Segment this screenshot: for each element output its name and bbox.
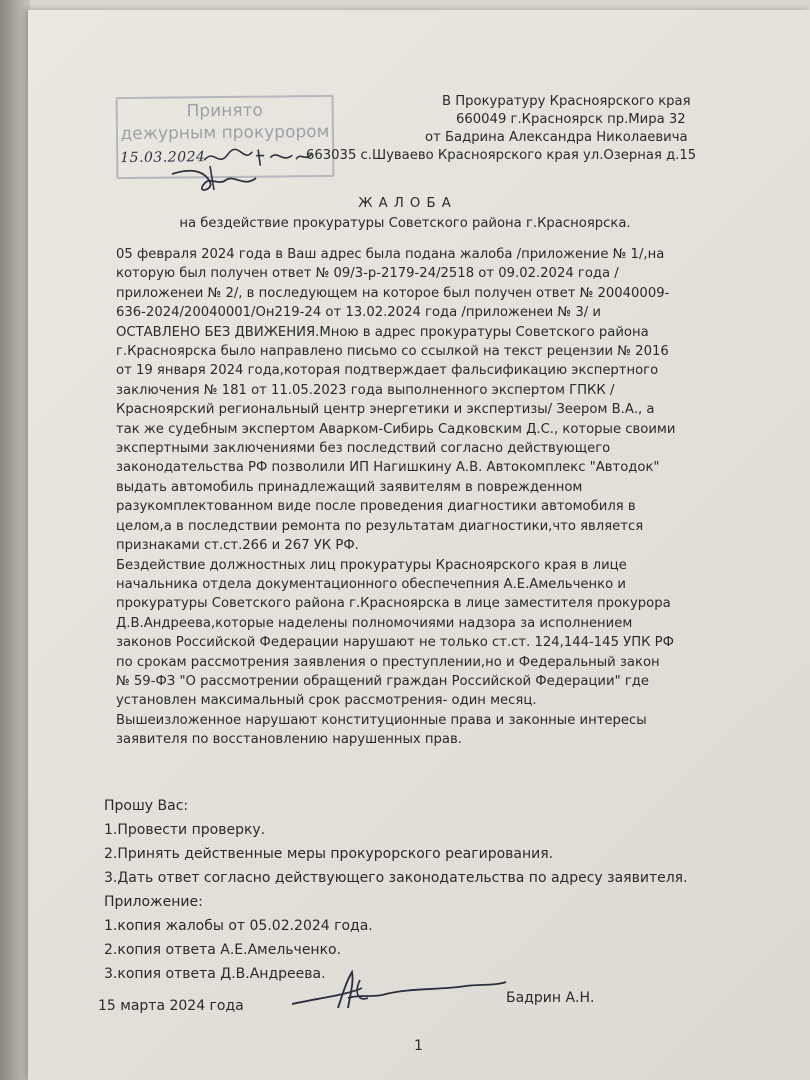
stamp-signature-icon [170,160,270,200]
requests-heading: Прошу Вас: [104,798,189,814]
requests-list [104,794,688,986]
list-item: 3.Дать ответ согласно действующего законодательства по адресу заявителя. [104,870,688,886]
sender: от Бадрина Александра Николаевича [425,130,688,145]
signature-icon [290,968,510,1018]
stamp-date: 15.03.2024 [120,149,206,167]
page-shadow [0,0,30,1080]
complaint-body [116,245,676,750]
signer-name: Бадрин А.Н. [506,990,595,1006]
stamp-line-1: Принято [186,100,263,122]
sender-address: 663035 с.Шуваево Красноярского края ул.Озерная д.15 [306,148,697,163]
attachments-heading: Приложение: [104,894,203,910]
list-item: 2.копия ответа А.Е.Амельченко. [104,942,342,958]
list-item: 1.копия жалобы от 05.02.2024 года. [104,918,373,934]
list-item: 1.Провести проверку. [104,822,266,838]
document-subtitle: на бездействие прокуратуры Советского района г.Красноярска. [179,216,631,231]
list-item: 3.копия ответа Д.В.Андреева. [104,966,326,982]
page-number: 1 [414,1038,423,1054]
recipient-address: 660049 г.Красноярск пр.Мира 32 [456,112,686,127]
recipient: В Прокуратуру Красноярского края [442,94,691,109]
document-title: Ж А Л О Б А [358,196,452,211]
signature-date: 15 марта 2024 года [98,998,244,1014]
body-paragraph-1: 05 февраля 2024 года в Ваш адрес была подана жалоба /приложение № 1/,на которую был получен ответ № 09/3-р-2179-24/2518 от 09.02.2024 года /приложенеи № 2/, в последующем на которое был получен ответ № 20040009-636-2024/20040001/Он219-24 от 13.02.2024 года /приложенеи № 3/ и ОСТАВЛЕНО БЕЗ ДВИЖЕНИЯ.Мною в адрес прокуратуры Советского района г.Красноярска было направлено письмо со ссылкой на текст рецензии № 2016 от 19 января 2024 года,которая подтверждает фальсификацию экспертного заключения № 181 от 11.05.2023 года выполненного экспертом ГПКК /Красноярский региональный центр энергетики и экспертизы/ Зеером В.А., а так же судебным экспертом Аварком-Сибирь Садковским Д.С., которые своими экспертными заключениями без последствий согласно действующего законодательства РФ позволили ИП Нагишкину А.В. Автокомплекс "Автодок" выдать автомобиль принадлежащий заявителям в поврежденном разукомплектованном виде после проведения диагностики автомобиля в целом,а в последствии ремонта по результатам диагностики,что является признаками ст.ст.266 и 267 УК РФ. [116,247,676,554]
body-paragraph-2: Бездействие должностных лиц прокуратуры Красноярского края в лице начальника отдела документационного обеспечепния А.Е.Амельченко и прокуратуры Советского района г.Красноярска в лице заместителя прокурора Д.В.Андреева,которые наделены полномочиями надзора за исполнением законов Российской Федерации нарушают не только ст.ст. 124,144-145 УПК РФ по срокам рассмотрения заявления о преступлении,но и Федеральный закон № 59-ФЗ "О рассмотрении обращений граждан Российской Федерации" где установлен максимальный срок рассмотрения- один месяц. [116,557,674,709]
stamp-line-2: дежурным прокурором [120,121,330,145]
list-item: 2.Принять действенные меры прокурорского реагирования. [104,846,554,862]
body-paragraph-3: Вышеизложенное нарушают конституционные права и законные интересы заявителя по восстановлению нарушенных прав. [116,712,647,748]
